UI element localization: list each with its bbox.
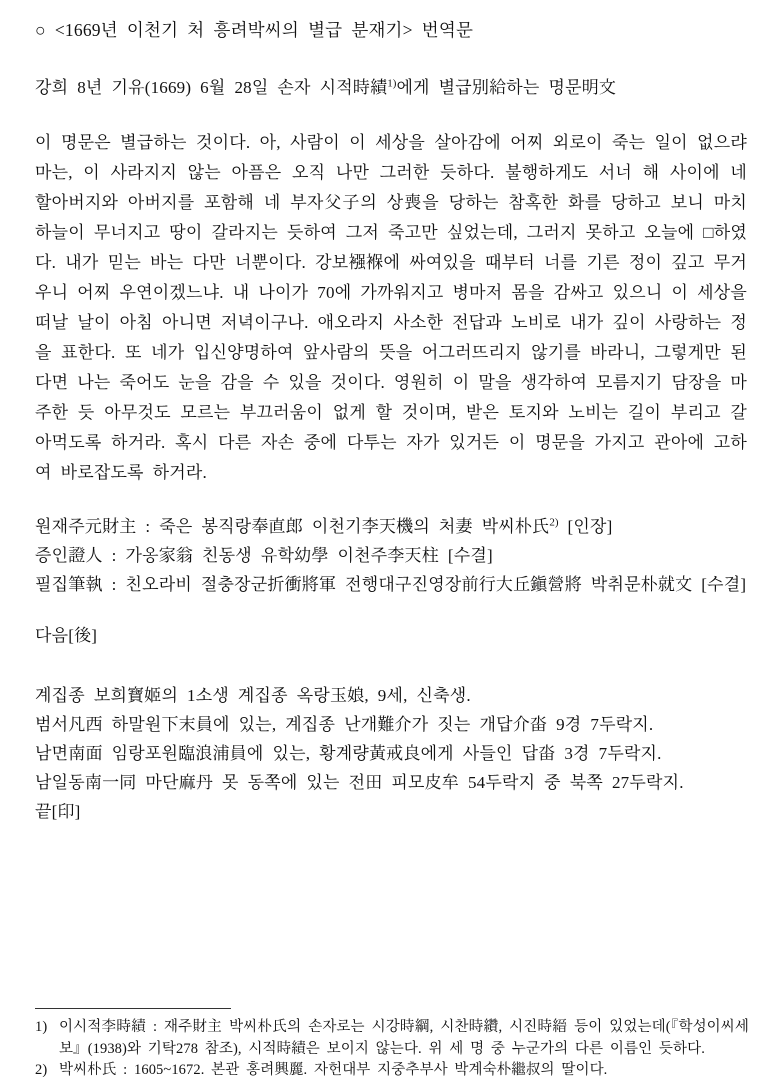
footnote-reference-2: 2) (549, 516, 559, 529)
section-label-next: 다음[後] (35, 626, 98, 645)
signer-line-wonjaeju (35, 512, 747, 541)
footnote-2 (35, 1060, 749, 1082)
signer-seal-label: [인장] (558, 517, 613, 536)
signer-text: 증인證人 : 가옹家翁 친동생 유학幼學 이천주李天柱 [수결] (35, 546, 493, 565)
footnote-area (35, 1008, 749, 1082)
signer-line-scribe (35, 570, 747, 599)
signer-text: 필집筆執 : 친오라비 절충장군折衝將軍 전행대구진영장前行大丘鎭營將 박취문朴就文 [수결] (35, 575, 747, 594)
signer-text: 원재주元財主 : 죽은 봉직랑奉直郎 이천기李天機의 처妻 박씨朴氏 (35, 517, 550, 536)
footnote-separator-rule (35, 1008, 231, 1009)
signer-line-witness (35, 541, 747, 570)
property-item-beomseo-paddy: 범서凡西 하말원下末員에 있는, 계집종 난개難介가 짓는 개답介畓 9경 7두락지. (35, 715, 654, 734)
property-item-slave: 계집종 보희寶姬의 1소생 계집종 옥랑玉娘, 9세, 신축생. (35, 686, 471, 705)
dateline-text: 강희 8년 기유(1669) 6월 28일 손자 시적時績 (35, 78, 388, 97)
property-list (35, 681, 747, 826)
main-body-paragraph: 이 명문은 별급하는 것이다. 아, 사람이 이 세상을 살아감에 어찌 외로이 죽는 일이 없으랴마는, 이 사라지지 않는 아픔은 오직 나만 그러한 듯하다. 불행하게도 서너 해 사이에 네 할아버지와 아버지를 포함해 네 부자父子의 상喪을 당하는 참혹한 화를 당하고 보니 마치 하늘이 무너지고 땅이 갈라지는 듯하여 그저 죽고만 싶었는데, 그러지 못하고 오늘에 □하였다. 내가 믿는 바는 다만 너뿐이다. 강보襁褓에 싸여있을 때부터 너를 기른 정이 깊고 무거우니 어찌 우연이겠느냐. 내 나이가 70에 가까워지고 병마저 몸을 감싸고 있으니 이 세상을 떠날 날이 아침 아니면 저녁이구나. 애오라지 사소한 전답과 노비로 내가 깊이 사랑하는 정을 표한다. 또 네가 입신양명하여 앞사람의 뜻을 어그러뜨리지 않기를 바라니, 그렇게만 된다면 나는 죽어도 눈을 감을 수 있을 것이다. 영원히 이 말을 생각하여 모름지기 담장을 마주한 듯 아무것도 모르는 부끄러움이 없게 할 것이며, 받은 토지와 노비는 길이 부리고 갈아먹도록 하거라. 혹시 다른 자손 중에 다투는 자가 있거든 이 명문을 가지고 관아에 고하여 바로잡도록 하거라. (35, 133, 747, 482)
footnote-1 (35, 1017, 749, 1060)
property-item-namildong-field: 남일동南一同 마단麻丹 못 동쪽에 있는 전田 피모皮牟 54두락지 중 북쪽 27두락지. (35, 773, 684, 792)
dateline-text-after: 에게 별급別給하는 명문明文 (396, 78, 617, 97)
footnote-2-text: 박씨朴氏 : 1605~1672. 본관 홍려興麗. 자헌대부 지중추부사 박계숙朴繼叔의 딸이다. (59, 1062, 608, 1078)
footnote-1-text: 이시적李時績 : 재주財主 박씨朴氏의 손자로는 시강時綱, 시찬時纘, 시진時縉 등이 있었는데(『학성이씨세보』(1938)와 기탁278 참조), 시적時績은 보이지 않는다. 위 세 명 중 누군가의 다른 이름인 듯하다. (59, 1019, 749, 1057)
footnote-1-marker: 1) (35, 1019, 48, 1035)
property-item-nammyeon-paddy: 남면南面 임랑포원臨浪浦員에 있는, 황계량黃戒良에게 사들인 답畓 3경 7두락지. (35, 744, 662, 763)
footnote-reference-1: 1) (387, 77, 397, 90)
footnote-2-marker: 2) (35, 1062, 48, 1078)
signature-block (35, 512, 747, 599)
end-seal-label: 끝[印] (35, 802, 81, 821)
dateline (35, 76, 747, 100)
document-title: ○ <1669년 이천기 처 흥려박씨의 별급 분재기> 번역문 (35, 20, 474, 40)
